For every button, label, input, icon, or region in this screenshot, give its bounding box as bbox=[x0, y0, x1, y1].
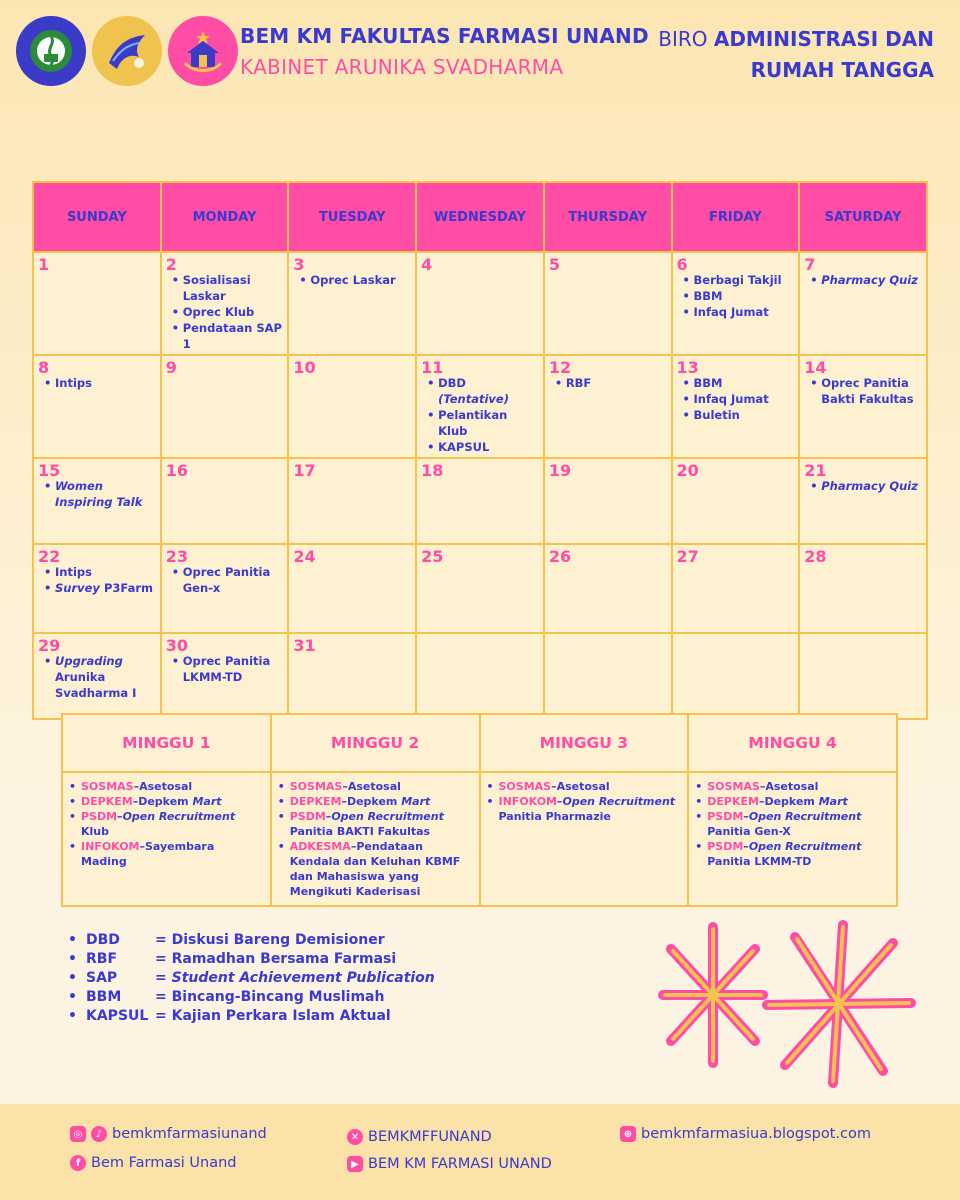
event-item: • Oprec Laskar bbox=[299, 272, 411, 288]
program-item bbox=[278, 794, 473, 809]
event-item: • Sosialisasi Laskar bbox=[172, 272, 284, 304]
program-italic: –Open Recruitment bbox=[743, 810, 862, 823]
abbreviation-key: • DBD bbox=[86, 932, 120, 948]
week-3-programs bbox=[480, 772, 689, 906]
program-italic: Mart bbox=[192, 795, 222, 808]
calendar-day-cell-empty bbox=[799, 633, 927, 719]
calendar-day-cell bbox=[672, 544, 800, 633]
calendar-day-cell bbox=[799, 355, 927, 458]
day-number: 29 bbox=[38, 636, 61, 655]
division-tag: PSDM bbox=[707, 840, 744, 853]
event-list bbox=[44, 653, 156, 701]
day-number: 16 bbox=[165, 461, 188, 480]
program-italic: –Open Recruitment bbox=[743, 840, 862, 853]
abbreviation-item bbox=[66, 1007, 435, 1026]
program-text: –Asetosal bbox=[342, 780, 401, 793]
calendar-day-cell bbox=[672, 458, 800, 544]
youtube-icon: ▶ bbox=[347, 1156, 363, 1172]
upgrading-word: Upgrading bbox=[55, 654, 123, 668]
program-item bbox=[695, 809, 890, 839]
program-text: Panitia BAKTI Fakultas bbox=[289, 825, 431, 838]
calendar-day-cell bbox=[288, 544, 416, 633]
tentative-note: (Tentative) bbox=[438, 392, 509, 406]
program-item bbox=[487, 779, 682, 794]
program-list bbox=[69, 779, 264, 869]
tiktok-icon: ♪ bbox=[91, 1126, 107, 1142]
program-list bbox=[278, 779, 473, 899]
calendar-day-cell bbox=[544, 252, 672, 355]
calendar-day-cell bbox=[161, 355, 289, 458]
event-item: • Oprec Panitia Bakti Fakultas bbox=[810, 375, 922, 407]
event-list bbox=[172, 653, 284, 685]
day-number: 9 bbox=[165, 358, 177, 377]
day-number: 4 bbox=[421, 255, 433, 274]
program-item bbox=[278, 779, 473, 794]
calendar-day-cell-empty bbox=[672, 633, 800, 719]
weekly-program-table bbox=[61, 713, 898, 907]
event-list bbox=[683, 375, 795, 423]
x-icon: ✕ bbox=[347, 1129, 363, 1145]
calendar-day-cell bbox=[161, 544, 289, 633]
abbreviation-value: = Kajian Perkara Islam Aktual bbox=[155, 1008, 391, 1024]
week-2-programs bbox=[271, 772, 480, 906]
day-number: 7 bbox=[804, 255, 816, 274]
instagram-handle: bemkmfarmasiunand bbox=[112, 1126, 267, 1142]
calendar-day-cell bbox=[799, 458, 927, 544]
calendar-week-row bbox=[33, 252, 927, 355]
unand-pharmacy-logo bbox=[16, 16, 86, 86]
day-header-wednesday: WEDNESDAY bbox=[416, 182, 544, 252]
abbreviation-item bbox=[66, 988, 435, 1007]
program-text: Panitia Pharmazie bbox=[498, 810, 611, 823]
program-text: Panitia Gen-X bbox=[707, 825, 791, 838]
abbreviation-key: • SAP bbox=[86, 970, 118, 986]
division-tag: SOSMAS bbox=[81, 780, 134, 793]
abbreviation-item bbox=[66, 931, 435, 950]
day-number: 26 bbox=[548, 547, 572, 566]
facebook-handle: Bem Farmasi Unand bbox=[91, 1155, 237, 1171]
program-italic: –Open Recruitment bbox=[117, 810, 236, 823]
calendar-day-cell-empty bbox=[544, 633, 672, 719]
calendar-week-row bbox=[33, 355, 927, 458]
division-tag: PSDM bbox=[81, 810, 118, 823]
program-item bbox=[69, 809, 264, 839]
day-number: 31 bbox=[293, 636, 316, 655]
cabinet-subtitle: KABINET ARUNIKA SVADHARMA bbox=[240, 55, 564, 79]
event-list bbox=[683, 272, 795, 320]
day-number: 14 bbox=[804, 358, 827, 377]
week-header-4: MINGGU 4 bbox=[688, 714, 897, 772]
event-list bbox=[44, 478, 156, 510]
week-4-programs bbox=[688, 772, 897, 906]
day-header-saturday: SATURDAY bbox=[799, 182, 927, 252]
day-number: 21 bbox=[804, 461, 827, 480]
event-list bbox=[299, 272, 411, 288]
event-item: • KAPSUL bbox=[427, 439, 539, 455]
day-number: 1 bbox=[38, 255, 50, 274]
event-list bbox=[172, 272, 284, 352]
footer-instagram-tiktok[interactable] bbox=[70, 1126, 267, 1142]
calendar-day-cell bbox=[416, 252, 544, 355]
globe-icon: ⊕ bbox=[620, 1126, 636, 1142]
division-tag: ADKESMA bbox=[289, 840, 351, 853]
instagram-icon: ◎ bbox=[70, 1126, 86, 1142]
program-italic: Mart bbox=[401, 795, 431, 808]
program-item bbox=[695, 779, 890, 794]
day-number: 27 bbox=[676, 547, 699, 566]
calendar-day-cell bbox=[416, 544, 544, 633]
day-header-monday: MONDAY bbox=[161, 182, 289, 252]
youtube-handle: BEM KM FARMASI UNAND bbox=[368, 1156, 552, 1172]
event-item: • Berbagi Takjil bbox=[683, 272, 795, 288]
week-header-3: MINGGU 3 bbox=[480, 714, 689, 772]
abbreviation-item bbox=[66, 969, 435, 988]
program-item bbox=[695, 794, 890, 809]
program-text: –Depkem bbox=[341, 795, 398, 808]
day-number: 15 bbox=[38, 461, 61, 480]
program-text: –Asetosal bbox=[759, 780, 819, 793]
starburst-decoration bbox=[655, 915, 935, 1090]
blog-url: bemkmfarmasiua.blogspot.com bbox=[641, 1126, 871, 1142]
day-number: 8 bbox=[38, 358, 50, 377]
calendar-day-cell bbox=[33, 544, 161, 633]
event-item: • BBM bbox=[683, 288, 795, 304]
day-header-sunday: SUNDAY bbox=[33, 182, 161, 252]
day-header-friday: FRIDAY bbox=[672, 182, 800, 252]
calendar-day-cell bbox=[416, 355, 544, 458]
day-number: 30 bbox=[165, 636, 188, 655]
day-number: 2 bbox=[165, 255, 177, 274]
day-number: 11 bbox=[421, 358, 444, 377]
event-list bbox=[810, 375, 922, 407]
calendar-header-row bbox=[33, 182, 927, 252]
abbreviation-item bbox=[66, 950, 435, 969]
event-item: • Pharmacy Quiz bbox=[810, 478, 922, 494]
program-text: –Sayembara Mading bbox=[81, 840, 215, 868]
footer-x[interactable] bbox=[347, 1129, 492, 1145]
calendar-week-row bbox=[33, 633, 927, 719]
calendar-day-cell bbox=[799, 252, 927, 355]
biro-name-line-1: ADMINISTRASI DAN bbox=[713, 27, 934, 51]
program-item bbox=[69, 794, 264, 809]
abbreviation-value: = Diskusi Bareng Demisioner bbox=[155, 932, 385, 948]
calendar-day-cell bbox=[416, 458, 544, 544]
calendar-day-cell bbox=[799, 544, 927, 633]
division-tag: INFOKOM bbox=[498, 795, 557, 808]
biro-title bbox=[658, 24, 934, 86]
day-number: 17 bbox=[293, 461, 316, 480]
division-tag: INFOKOM bbox=[81, 840, 140, 853]
facebook-icon: f bbox=[70, 1155, 86, 1171]
abbreviation-key: • RBF bbox=[86, 951, 118, 967]
calendar-day-cell bbox=[161, 458, 289, 544]
event-item: • Oprec Panitia Gen-x bbox=[172, 564, 284, 596]
event-item: • Oprec Panitia LKMM-TD bbox=[172, 653, 284, 685]
event-item: • Pelantikan Klub bbox=[427, 407, 539, 439]
day-number: 20 bbox=[676, 461, 699, 480]
footer-youtube[interactable] bbox=[347, 1156, 552, 1172]
week-program-row bbox=[62, 772, 897, 906]
division-tag: DEPKEM bbox=[289, 795, 342, 808]
calendar-day-cell bbox=[161, 633, 289, 719]
division-tag: DEPKEM bbox=[81, 795, 133, 808]
calendar-week-row bbox=[33, 544, 927, 633]
week-1-programs bbox=[62, 772, 271, 906]
event-list bbox=[810, 478, 922, 494]
division-tag: SOSMAS bbox=[498, 780, 552, 793]
day-header-tuesday: TUESDAY bbox=[288, 182, 416, 252]
week-header-2: MINGGU 2 bbox=[271, 714, 480, 772]
calendar-day-cell-empty bbox=[416, 633, 544, 719]
footer-blog[interactable] bbox=[620, 1126, 871, 1142]
event-list bbox=[810, 272, 922, 288]
abbreviation-legend bbox=[66, 931, 435, 1026]
event-item: • Infaq Jumat bbox=[683, 304, 795, 320]
program-list bbox=[695, 779, 890, 869]
event-item bbox=[427, 375, 539, 407]
day-number: 18 bbox=[421, 461, 444, 480]
day-number: 28 bbox=[804, 547, 827, 566]
event-list bbox=[44, 375, 156, 391]
footer-bar bbox=[0, 1104, 960, 1200]
program-text: –Asetosal bbox=[551, 780, 610, 793]
abbreviation-value: = Student Achievement Publication bbox=[155, 970, 435, 986]
program-item bbox=[278, 809, 473, 839]
program-text: –Depkem bbox=[758, 795, 815, 808]
program-item bbox=[695, 839, 890, 869]
event-list bbox=[172, 564, 284, 596]
calendar-day-cell bbox=[161, 252, 289, 355]
program-italic: –Open Recruitment bbox=[325, 810, 444, 823]
event-item: • Intips bbox=[44, 375, 156, 391]
calendar-week-row bbox=[33, 458, 927, 544]
day-number: 3 bbox=[293, 255, 305, 274]
program-item bbox=[69, 839, 264, 869]
day-number: 25 bbox=[421, 547, 444, 566]
calendar-day-cell bbox=[672, 355, 800, 458]
program-list bbox=[487, 779, 682, 824]
survey-word: Survey bbox=[55, 581, 100, 595]
calendar-day-cell bbox=[288, 252, 416, 355]
calendar-day-cell bbox=[544, 544, 672, 633]
calendar-day-cell bbox=[33, 633, 161, 719]
biro-name-line-2: RUMAH TANGGA bbox=[750, 58, 934, 82]
event-item bbox=[44, 653, 156, 701]
logo-group bbox=[16, 16, 238, 86]
calendar-day-cell bbox=[33, 458, 161, 544]
program-text: Panitia LKMM-TD bbox=[707, 855, 812, 868]
event-item: • Oprec Klub bbox=[172, 304, 284, 320]
week-header-1: MINGGU 1 bbox=[62, 714, 271, 772]
division-tag: PSDM bbox=[707, 810, 744, 823]
event-label: Arunika Svadharma I bbox=[55, 670, 137, 700]
day-number: 6 bbox=[676, 255, 688, 274]
event-list bbox=[44, 564, 156, 596]
abbreviation-value: = Ramadhan Bersama Farmasi bbox=[155, 951, 397, 967]
program-text: –Asetosal bbox=[133, 780, 193, 793]
abbreviation-key: • KAPSUL bbox=[86, 1008, 149, 1024]
monthly-calendar bbox=[32, 181, 928, 720]
division-tag: SOSMAS bbox=[707, 780, 760, 793]
program-item bbox=[487, 794, 682, 824]
cabinet-bird-logo bbox=[92, 16, 162, 86]
event-item: • Intips bbox=[44, 564, 156, 580]
calendar-day-cell bbox=[288, 355, 416, 458]
footer-facebook[interactable] bbox=[70, 1155, 237, 1171]
program-item bbox=[69, 779, 264, 794]
division-tag: PSDM bbox=[289, 810, 326, 823]
x-handle: BEMKMFFUNAND bbox=[368, 1129, 492, 1145]
program-item bbox=[278, 839, 473, 899]
calendar-day-cell bbox=[544, 458, 672, 544]
event-item: • Infaq Jumat bbox=[683, 391, 795, 407]
day-number: 13 bbox=[676, 358, 699, 377]
event-item: • RBF bbox=[555, 375, 667, 391]
program-text: –Depkem bbox=[132, 795, 189, 808]
day-number: 24 bbox=[293, 547, 316, 566]
event-item: • Women Inspiring Talk bbox=[44, 478, 156, 510]
organization-title: BEM KM FAKULTAS FARMASI UNAND bbox=[240, 24, 649, 48]
event-list bbox=[427, 375, 539, 455]
event-item: • BBM bbox=[683, 375, 795, 391]
day-number: 12 bbox=[548, 358, 572, 377]
day-number: 5 bbox=[548, 255, 560, 274]
event-label: DBD bbox=[438, 376, 466, 390]
event-label: P3Farm bbox=[103, 581, 153, 595]
calendar-day-cell bbox=[672, 252, 800, 355]
calendar-day-cell bbox=[544, 355, 672, 458]
program-italic: –Open Recruitment bbox=[557, 795, 676, 808]
calendar-day-cell bbox=[288, 633, 416, 719]
calendar-day-cell bbox=[33, 355, 161, 458]
event-item: • Pendataan SAP 1 bbox=[172, 320, 284, 352]
day-header-thursday: THURSDAY bbox=[544, 182, 672, 252]
event-list bbox=[555, 375, 667, 391]
arunika-house-logo bbox=[168, 16, 238, 86]
event-item: • Buletin bbox=[683, 407, 795, 423]
day-number: 10 bbox=[293, 358, 316, 377]
week-header-row bbox=[62, 714, 897, 772]
abbreviation-value: = Bincang-Bincang Muslimah bbox=[155, 989, 385, 1005]
event-item bbox=[44, 580, 156, 596]
division-tag: DEPKEM bbox=[707, 795, 759, 808]
program-text: –Pendataan Kendala dan Keluhan KBMF dan Mahasiswa yang Mengikuti Kaderisasi bbox=[289, 840, 461, 898]
day-number: 23 bbox=[165, 547, 188, 566]
calendar-day-cell bbox=[288, 458, 416, 544]
program-text: Klub bbox=[81, 825, 109, 838]
day-number: 19 bbox=[548, 461, 572, 480]
day-number: 22 bbox=[38, 547, 61, 566]
program-italic: Mart bbox=[818, 795, 848, 808]
calendar-day-cell bbox=[33, 252, 161, 355]
event-item: • Pharmacy Quiz bbox=[810, 272, 922, 288]
abbreviation-key: • BBM bbox=[86, 989, 122, 1005]
biro-prefix: BIRO bbox=[658, 27, 708, 51]
division-tag: SOSMAS bbox=[289, 780, 343, 793]
